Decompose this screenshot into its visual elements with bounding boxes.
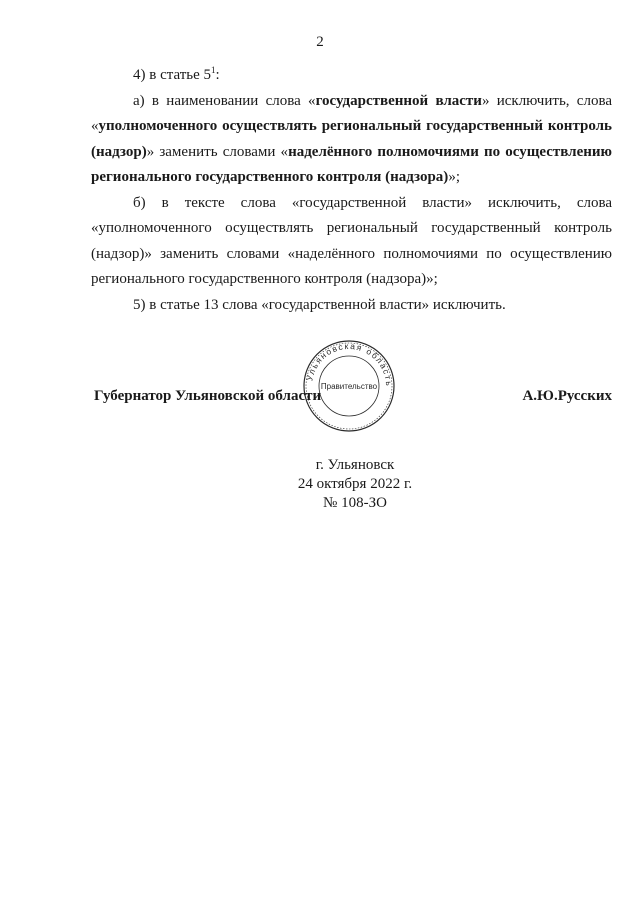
signatory-title: Губернатор Ульяновской области <box>94 388 322 404</box>
footer-date: 24 октября 2022 г. <box>297 476 413 492</box>
document-body <box>91 58 612 318</box>
svg-text:Ульяновская область <box>304 341 394 387</box>
page-number: 2 <box>316 34 324 50</box>
paragraph-item-4: 4) в статье $5^1$: <box>133 65 220 83</box>
paragraph-item-a: а) в наименовании слова «государственной власти» исключить, слова «уполномоченного осуществлять региональный государственный контроль (надзор)» заменить словами «наделённого полномочиями по осуществлению регионального государственного контроля (надзора)»; <box>91 92 613 185</box>
official-seal <box>301 338 397 434</box>
signatory-name: А.Ю.Русских <box>522 388 612 404</box>
footer-number: № 108-ЗО <box>323 495 387 511</box>
seal-ring-text: Ульяновская область <box>304 340 395 388</box>
paragraph-item-b: б) в тексте слова «государственной власти» исключить, слова «уполномоченного осуществлять региональный государственный контроль (надзор)» заменить словами «наделённого полномочиями по осуществлению регионального государственного контроля (надзора)»; <box>91 194 612 287</box>
footer-city: г. Ульяновск <box>315 457 395 473</box>
paragraph-item-5: 5) в статье 13 слова «государственной власти» исключить. <box>133 296 506 313</box>
document-footer <box>0 456 640 513</box>
seal-center-text: Правительство <box>320 382 378 391</box>
superscript: 1 <box>211 65 216 75</box>
